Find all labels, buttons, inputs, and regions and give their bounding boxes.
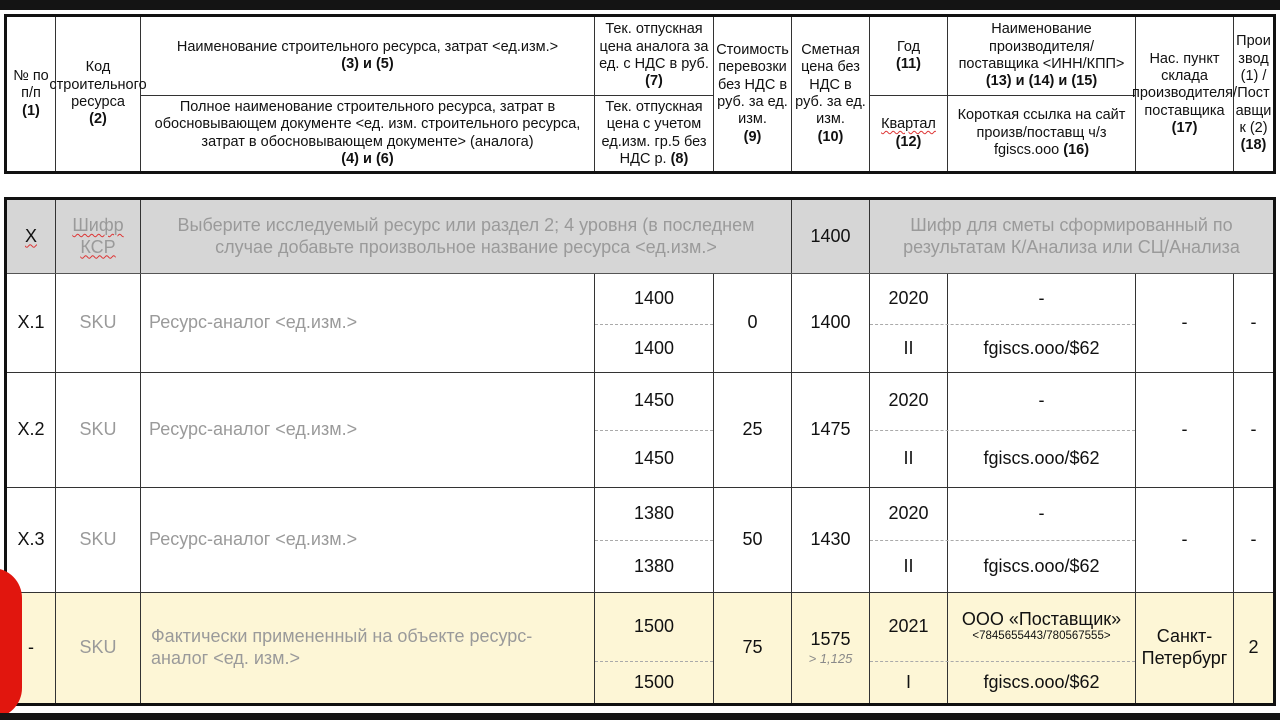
header-quarter xyxy=(870,96,947,171)
table-row-price-without-vat: 1380 xyxy=(633,555,675,576)
header-analog-price-label: Тек. отпускная цена аналога за ед. с НДС в руб. xyxy=(599,21,709,72)
table-row-transport: 50 xyxy=(742,528,763,549)
final-row-link[interactable]: fgiscs.ooo/$62 xyxy=(983,671,1100,692)
final-row-code: SKU xyxy=(79,636,117,657)
table-row-estimate: 1430 xyxy=(810,528,851,549)
final-row-year: 2021 xyxy=(888,615,929,636)
header-producer-link xyxy=(948,96,1135,171)
final-row-transport: 75 xyxy=(742,636,763,657)
header-transport-cost-label: Стоимость перевозки без НДС в руб. за ед. изм. xyxy=(716,41,789,128)
final-row-estimate-note: > 1,125 xyxy=(808,650,853,666)
header-resource-name xyxy=(141,17,594,95)
table-row-estimate: 1400 xyxy=(810,311,851,332)
header-estimate-price xyxy=(792,17,869,171)
final-row-producer-name: ООО «Поставщик» xyxy=(961,608,1122,629)
header-transport-cost xyxy=(714,17,791,171)
header-year-index: (11) xyxy=(896,56,921,72)
header-price-without-vat-index: (8) xyxy=(670,150,689,167)
table-row-producer: - xyxy=(1038,502,1045,523)
bottom-frame-bar xyxy=(0,713,1280,720)
final-row-producer-type: 2 xyxy=(1248,636,1259,657)
header-city-index: (17) xyxy=(1171,120,1198,137)
table-row-city: - xyxy=(1181,311,1188,332)
header-producer-link-index: (16) xyxy=(1063,142,1090,159)
header-resource-name-label: Наименование строительного ресурса, затрат <ед.изм.> xyxy=(176,38,559,55)
table-row-code: SKU xyxy=(79,528,117,549)
table-row-link[interactable]: fgiscs.ooo/$62 xyxy=(983,555,1100,576)
final-row-quarter: I xyxy=(905,671,911,692)
table-row-price-with-vat: 1380 xyxy=(633,502,675,523)
table-row-producer-type: - xyxy=(1250,528,1257,549)
table-row-link[interactable]: fgiscs.ooo/$62 xyxy=(983,448,1100,469)
header-producer-name-index: (13) и (14) и (15) xyxy=(985,73,1098,90)
header-producer-name-label: Наименование производителя/поставщика <ИНН/КПП> xyxy=(958,21,1125,72)
header-year xyxy=(870,17,947,95)
header-analog-price-index: (7) xyxy=(645,73,663,90)
section-cipher: Шифр для сметы сформированный по результатам К/Анализа или СЦ/Анализа xyxy=(903,214,1240,257)
table-row-year: 2020 xyxy=(888,502,929,523)
table-row-transport: 0 xyxy=(747,311,758,332)
table-row-price-with-vat: 1400 xyxy=(633,287,675,308)
header-estimate-price-index: (10) xyxy=(817,128,844,145)
header-resource-code xyxy=(49,17,147,171)
header-price-without-vat-label: Тек. отпускная цена с учетом ед.изм. гр.5 без НДС р. xyxy=(601,98,707,167)
header-full-resource-name xyxy=(141,96,594,171)
header-full-resource-name-label: Полное наименование строительного ресурса, затрат в обосновывающем документе <ед. изм. строительного ресурса, затрат в обосновывающем документе> (аналога) xyxy=(154,98,581,150)
final-row-price-with-vat: 1500 xyxy=(633,615,675,636)
table-row-price-without-vat: 1450 xyxy=(633,448,675,469)
section-code-header: Шифр КСР xyxy=(72,214,124,257)
final-row-mark: - xyxy=(28,636,34,657)
header-city-label: Нас. пункт склада производителя/поставщика xyxy=(1132,50,1237,119)
header-price-without-vat xyxy=(595,96,713,171)
table-row-producer: - xyxy=(1038,390,1045,411)
red-pointer-marker xyxy=(0,568,22,718)
table-row-name: Ресурс-аналог <ед.изм.> xyxy=(149,528,358,549)
final-row-name: Фактически примененный на объекте ресурс-аналог <ед. изм.> xyxy=(151,625,533,668)
table-row-year: 2020 xyxy=(888,390,929,411)
header-producer-type-index: (18) xyxy=(1240,137,1267,154)
header-year-label: Год xyxy=(896,38,921,55)
section-estimate: 1400 xyxy=(810,225,851,246)
header-producer-type-label: Производ (1) / Поставщик (2) xyxy=(1235,33,1272,137)
header-quarter-index: (12) xyxy=(895,133,922,150)
header-analog-price xyxy=(595,17,713,95)
final-row-estimate-value: 1575 xyxy=(810,628,851,649)
top-frame-bar xyxy=(0,0,1280,10)
header-quarter-label: Квартал xyxy=(881,116,936,133)
table-row-mark: X.2 xyxy=(17,418,45,439)
header-city xyxy=(1132,17,1237,171)
header-resource-name-index: (3) и (5) xyxy=(341,56,394,72)
final-row-producer-inn: <7845655443/780567555> xyxy=(972,630,1111,643)
table-row-city: - xyxy=(1181,528,1188,549)
section-mark: X xyxy=(24,225,37,246)
resource-data-table xyxy=(4,197,1276,706)
header-producer-type xyxy=(1234,17,1273,171)
final-row-producer xyxy=(948,592,1135,661)
header-full-resource-name-index: (4) и (6) xyxy=(341,150,394,167)
header-row-number-label: № по п/п xyxy=(13,67,49,102)
table-row-code: SKU xyxy=(79,418,117,439)
header-estimate-price-label: Сметная цена без НДС в руб. за ед. изм. xyxy=(795,41,866,128)
table-row-estimate: 1475 xyxy=(810,418,851,439)
header-resource-code-index: (2) xyxy=(89,111,107,128)
table-row-quarter: II xyxy=(903,448,914,469)
header-producer-name xyxy=(948,17,1135,95)
table-row-quarter: II xyxy=(903,555,914,576)
column-header-table xyxy=(4,14,1276,174)
table-row-price-with-vat: 1450 xyxy=(633,390,675,411)
header-resource-code-label: Код строительного ресурса xyxy=(49,59,147,110)
table-row-name: Ресурс-аналог <ед.изм.> xyxy=(149,418,358,439)
header-row-number-index: (1) xyxy=(22,102,40,119)
table-row-transport: 25 xyxy=(742,418,763,439)
table-row-producer-type: - xyxy=(1250,418,1257,439)
table-row-mark: X.3 xyxy=(17,528,45,549)
table-row-price-without-vat: 1400 xyxy=(633,337,675,358)
table-row-year: 2020 xyxy=(888,287,929,308)
table-row-name: Ресурс-аналог <ед.изм.> xyxy=(149,311,358,332)
final-row-city: Санкт-Петербург xyxy=(1141,625,1228,668)
table-row-producer: - xyxy=(1038,287,1045,308)
final-row-estimate xyxy=(792,592,869,703)
header-row-number xyxy=(7,17,55,171)
header-transport-cost-index: (9) xyxy=(743,128,762,145)
table-row-link[interactable]: fgiscs.ooo/$62 xyxy=(983,337,1100,358)
table-row-producer-type: - xyxy=(1250,311,1257,332)
header-producer-link-label: Короткая ссылка на сайт произв/поставщ ч/з fgiscs.ооо xyxy=(957,107,1126,159)
table-row-quarter: II xyxy=(903,337,914,358)
section-description: Выберите исследуемый ресурс или раздел 2; 4 уровня (в последнем случае добавьте произвольное название ресурса <ед.изм.> xyxy=(177,214,755,257)
table-row-mark: X.1 xyxy=(17,311,45,332)
table-row-code: SKU xyxy=(79,311,117,332)
table-row-city: - xyxy=(1181,418,1188,439)
final-row-price-without-vat: 1500 xyxy=(633,671,675,692)
